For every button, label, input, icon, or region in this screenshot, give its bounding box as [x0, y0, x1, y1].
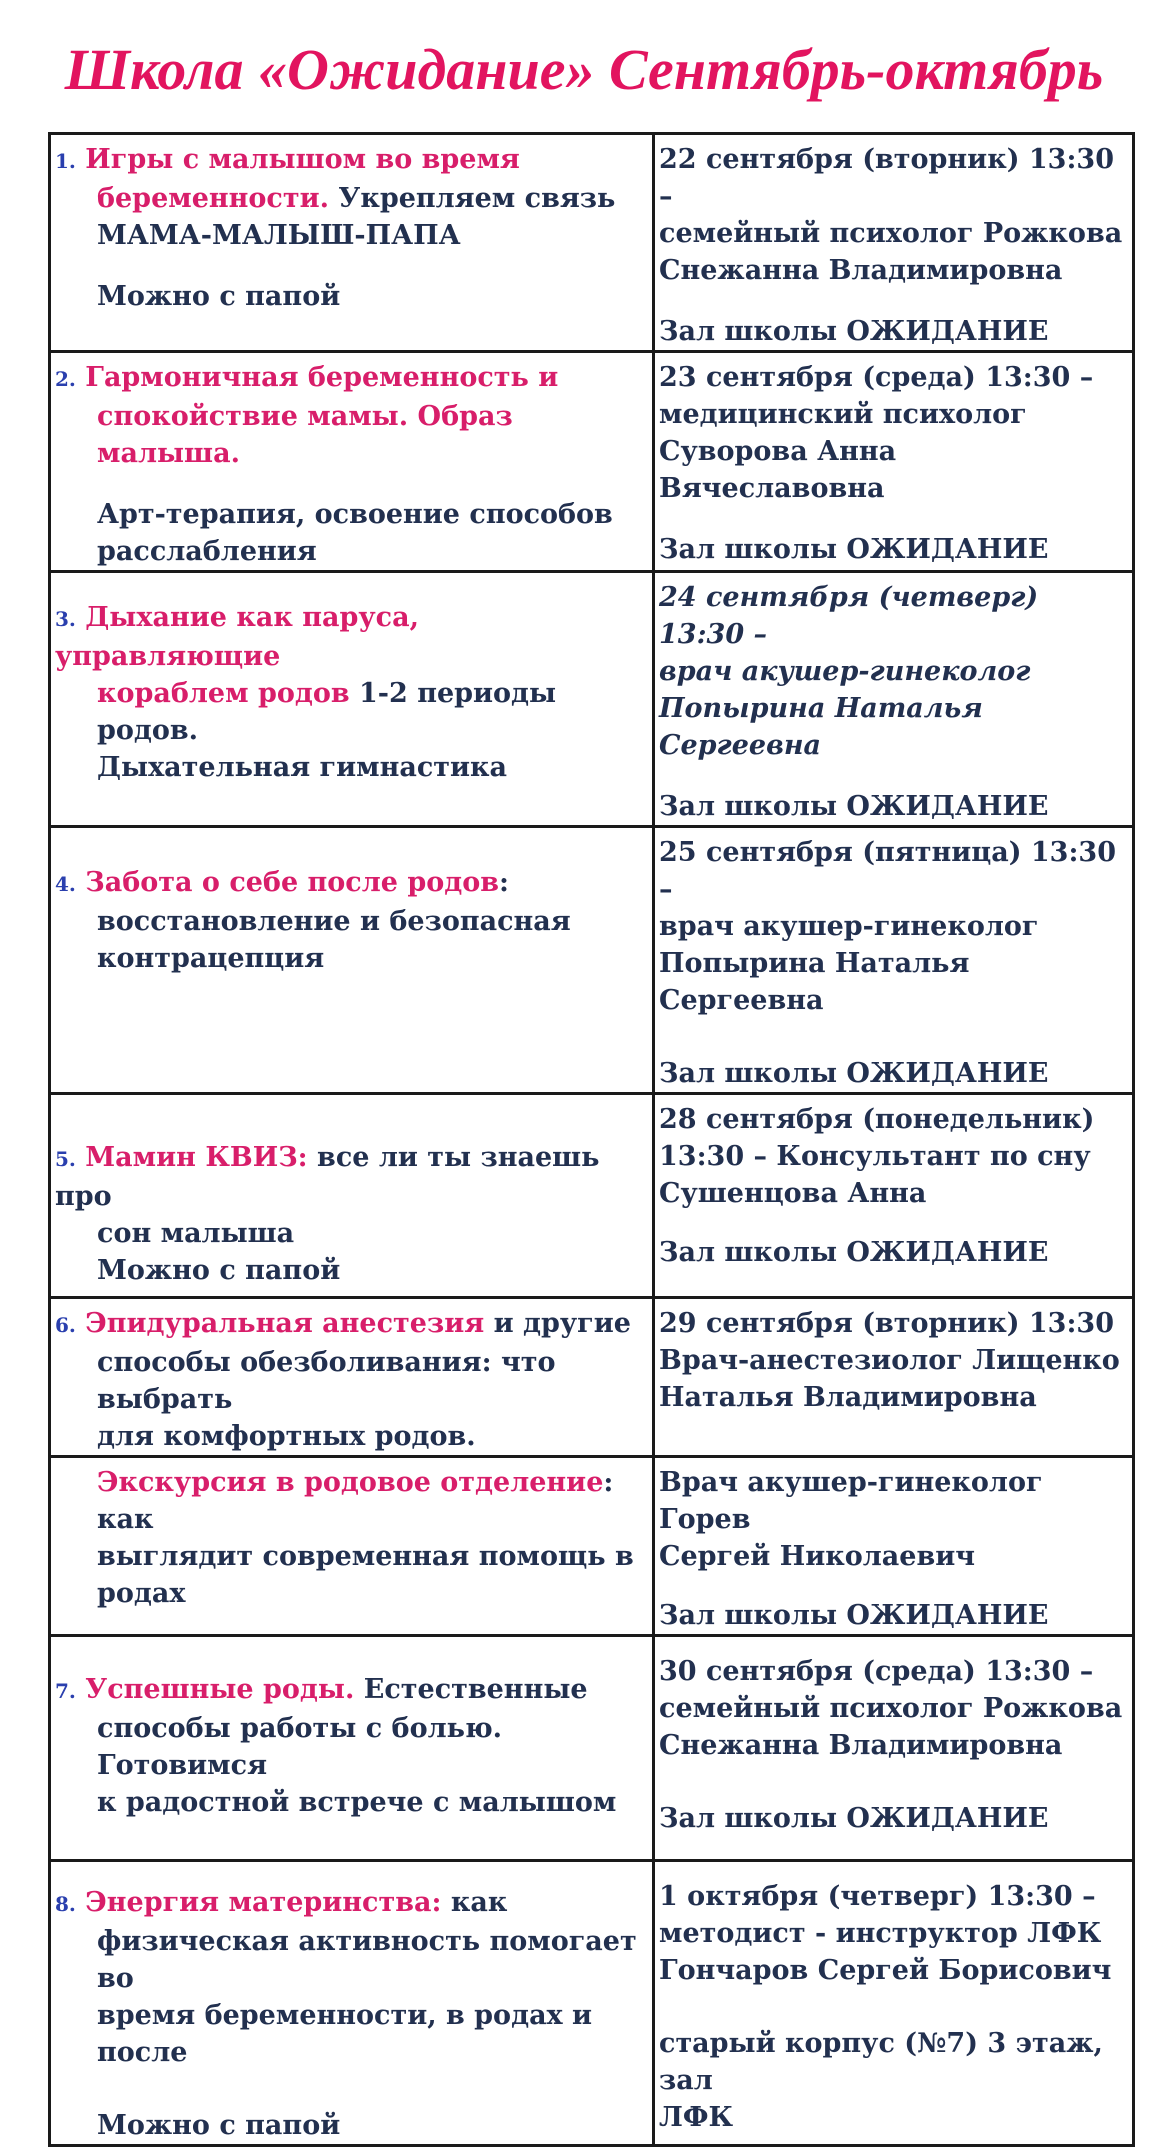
session-speaker: Врач акушер-гинеколог Горев: [659, 1467, 1043, 1535]
session-speaker: семейный психолог Рожкова: [659, 1693, 1123, 1724]
topic-text: Укрепляем связь: [329, 183, 616, 214]
session-place: Зал школы ОЖИДАНИЕ: [659, 1237, 1049, 1268]
session-speaker: методист - инструктор ЛФК: [659, 1918, 1102, 1949]
session-cell: [654, 1861, 1134, 2146]
topic-text: для комфортных родов.: [97, 1421, 476, 1452]
session-speaker: Снежанна Владимировна: [659, 1730, 1063, 1761]
topic-text: контрацепция: [97, 943, 325, 974]
session-date: 22 сентября (вторник) 13:30 –: [659, 144, 1114, 212]
topic-cell: [50, 1457, 654, 1636]
topic-title: Энергия материнства:: [85, 1887, 442, 1918]
topic-title: спокойствие мамы. Образ малыша.: [97, 401, 513, 469]
session-speaker: семейный психолог Рожкова: [659, 218, 1123, 249]
topic-text: способы работы с болью. Готовимся: [97, 1713, 503, 1781]
session-cell: [654, 1298, 1134, 1457]
table-row: [50, 1636, 1134, 1861]
topic-cell: [50, 572, 654, 827]
table-row: [50, 827, 1134, 1094]
session-date: 29 сентября (вторник) 13:30: [659, 1308, 1114, 1339]
topic-text: 1-2 периоды родов.: [97, 678, 557, 746]
session-place: Зал школы ОЖИДАНИЕ: [659, 1803, 1049, 1834]
session-speaker: 13:30 – Консультант по сну: [659, 1141, 1091, 1172]
topic-cell: [50, 352, 654, 572]
topic-cell: [50, 1636, 654, 1861]
topic-title: Забота о себе после родов: [85, 867, 499, 898]
session-speaker: Сушенцова Анна: [659, 1178, 927, 1209]
topic-note: расслабления: [97, 536, 317, 567]
topic-title: Дыхание как паруса, управляющие: [55, 602, 419, 672]
topic-text: : как: [97, 1467, 614, 1535]
topic-cell: [50, 134, 654, 352]
topic-text: все ли ты знаешь про: [55, 1142, 600, 1212]
session-speaker: медицинский психолог: [659, 399, 1027, 430]
session-speaker: Сергей Николаевич: [659, 1541, 975, 1572]
session-cell: [654, 827, 1134, 1094]
session-speaker: Снежанна Владимировна: [659, 255, 1063, 286]
schedule-table: [48, 132, 1135, 2147]
session-speaker: Гончаров Сергей Борисович: [659, 1955, 1112, 1986]
table-row: [50, 1861, 1134, 2146]
table-row: [50, 1298, 1134, 1457]
session-place: Зал школы ОЖИДАНИЕ: [659, 791, 1049, 822]
page-title: Школа «Ожидание» Сентябрь-октябрь: [64, 37, 1104, 102]
session-cell: [654, 1457, 1134, 1636]
topic-text: и другие: [484, 1308, 631, 1339]
row-number: 5.: [55, 1147, 76, 1171]
session-cell: [654, 572, 1134, 827]
session-speaker: врач акушер-гинеколог: [659, 911, 1039, 942]
session-speaker: Суворова Анна Вячеславовна: [659, 436, 897, 504]
session-speaker: Попырина Наталья Сергеевна: [659, 948, 970, 1016]
topic-note: Арт-терапия, освоение способов: [97, 499, 613, 530]
topic-text: Дыхательная гимнастика: [97, 752, 508, 783]
topic-note: Можно с папой: [97, 2110, 341, 2141]
session-cell: [654, 1636, 1134, 1861]
topic-title: Игры с малышом во время: [85, 144, 520, 175]
topic-text: физическая активность помогает во: [97, 1926, 637, 1994]
row-number: 7.: [55, 1679, 76, 1703]
topic-text: время беременности, в родах и после: [97, 2000, 593, 2068]
topic-text: МАМА-МАЛЫШ-ПАПА: [97, 220, 461, 251]
session-cell: [654, 134, 1134, 352]
session-place: Зал школы ОЖИДАНИЕ: [659, 1600, 1049, 1631]
row-number: 8.: [55, 1892, 76, 1916]
row-number: 4.: [55, 872, 76, 896]
session-date: 24 сентября (четверг) 13:30 –: [659, 582, 1039, 650]
session-date: 23 сентября (среда) 13:30 –: [659, 362, 1094, 393]
topic-text: :: [499, 867, 509, 898]
topic-text: восстановление и безопасная: [97, 906, 571, 937]
session-date: 25 сентября (пятница) 13:30 –: [659, 837, 1116, 905]
row-number: 6.: [55, 1313, 76, 1337]
topic-text: способы обезболивания: что выбрать: [97, 1347, 556, 1415]
table-row: [50, 572, 1134, 827]
row-number: 1.: [55, 149, 76, 173]
session-cell: [654, 352, 1134, 572]
row-number: 3.: [55, 607, 76, 631]
session-place: старый корпус (№7) 3 этаж, зал: [659, 2028, 1103, 2096]
session-date: 1 октября (четверг) 13:30 –: [659, 1881, 1096, 1912]
session-place: Зал школы ОЖИДАНИЕ: [659, 1058, 1049, 1089]
topic-text: Естественные: [354, 1674, 588, 1705]
session-speaker: Врач-анестезиолог Лищенко: [659, 1345, 1120, 1376]
topic-cell: [50, 1861, 654, 2146]
topic-text: сон малыша: [97, 1218, 295, 1249]
topic-cell: [50, 1094, 654, 1298]
topic-text: как: [441, 1887, 508, 1918]
session-place: ЛФК: [659, 2102, 734, 2133]
session-date: 28 сентября (понедельник): [659, 1104, 1095, 1135]
session-speaker: врач акушер-гинеколог: [659, 656, 1031, 687]
topic-note: Можно с папой: [97, 1255, 341, 1286]
table-row: [50, 1094, 1134, 1298]
topic-cell: [50, 1298, 654, 1457]
topic-text: выглядит современная помощь в: [97, 1541, 634, 1572]
topic-title: Экскурсия в родовое отделение: [97, 1467, 604, 1498]
topic-text: родах: [97, 1578, 186, 1609]
topic-text: к радостной встрече с малышом: [97, 1787, 617, 1818]
row-number: 2.: [55, 367, 76, 391]
topic-title: кораблем родов: [97, 678, 350, 709]
topic-title: Мамин КВИЗ:: [85, 1142, 308, 1173]
topic-title: Эпидуральная анестезия: [85, 1308, 485, 1339]
session-place: Зал школы ОЖИДАНИЕ: [659, 316, 1049, 347]
session-speaker: Попырина Наталья Сергеевна: [659, 693, 983, 761]
topic-cell: [50, 827, 654, 1094]
table-row: [50, 352, 1134, 572]
session-speaker: Наталья Владимировна: [659, 1382, 1037, 1413]
session-place: Зал школы ОЖИДАНИЕ: [659, 534, 1049, 565]
table-row: [50, 134, 1134, 352]
topic-title: Гармоничная беременность и: [85, 362, 559, 393]
topic-title: Успешные роды.: [85, 1674, 355, 1705]
topic-title: беременности.: [97, 183, 330, 214]
session-date: 30 сентября (среда) 13:30 –: [659, 1656, 1094, 1687]
topic-note: Можно с папой: [97, 281, 341, 312]
session-cell: [654, 1094, 1134, 1298]
table-row: [50, 1457, 1134, 1636]
